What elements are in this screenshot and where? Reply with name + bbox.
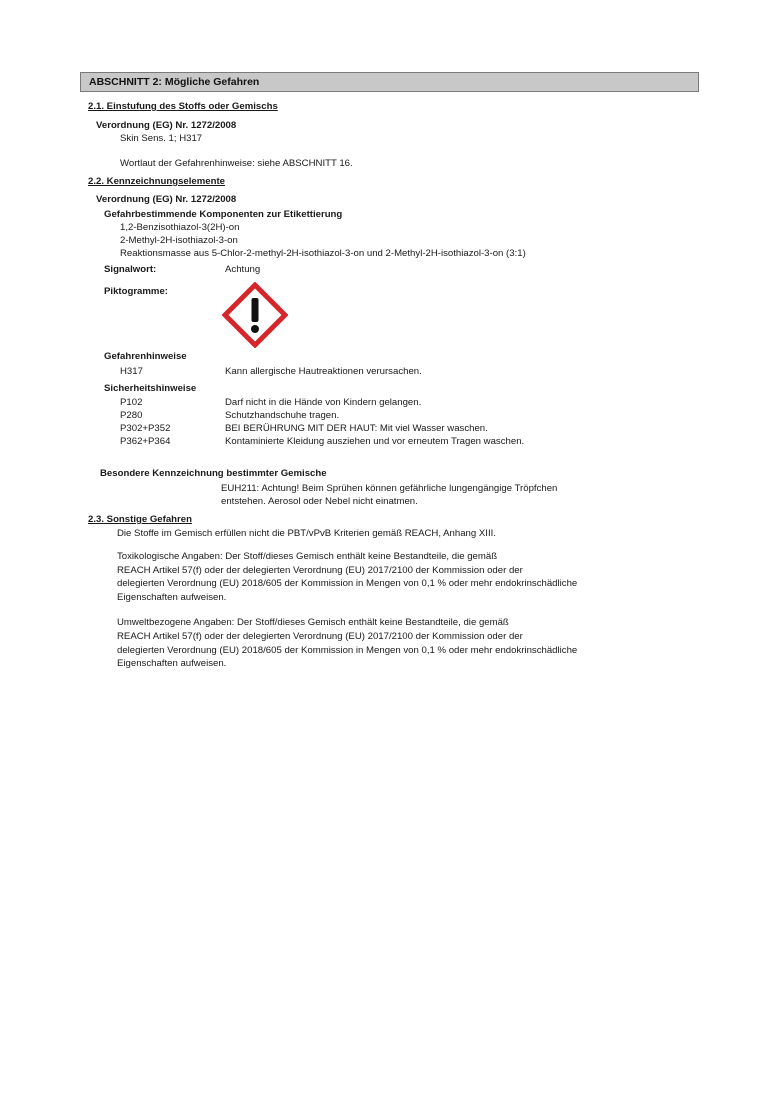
precaution-code: P102: [120, 397, 143, 408]
tox-info-line: delegierten Verordnung (EU) 2018/605 der Kommission in Mengen von 0,1 % oder mehr endokrinschädliche: [117, 578, 578, 589]
wording-note: Wortlaut der Gefahrenhinweise: siehe ABSCHNITT 16.: [120, 158, 353, 169]
special-labelling-line: EUH211: Achtung! Beim Sprühen können gefährliche lungengängige Tröpfchen: [221, 483, 558, 494]
env-info-line: Eigenschaften aufweisen.: [117, 658, 227, 669]
classification: Skin Sens. 1; H317: [120, 133, 203, 144]
heading-2-1: 2.1. Einstufung des Stoffs oder Gemischs: [88, 101, 278, 112]
special-labelling-label: Besondere Kennzeichnung bestimmter Gemische: [100, 468, 327, 479]
signal-word-value: Achtung: [225, 264, 261, 275]
env-info-line: REACH Artikel 57(f) oder der delegierten Verordnung (EU) 2017/2100 der Kommission oder der: [117, 631, 523, 642]
section-header: [80, 72, 699, 92]
precaution-code: P362+P364: [120, 436, 171, 447]
component-item: 2-Methyl-2H-isothiazol-3-on: [120, 235, 238, 246]
component-item: Reaktionsmasse aus 5-Chlor-2-methyl-2H-isothiazol-3-on und 2-Methyl-2H-isothiazol-3-on (3:1): [120, 248, 526, 259]
component-item: 1,2-Benzisothiazol-3(2H)-on: [120, 222, 240, 233]
hazard-text: Kann allergische Hautreaktionen verursachen.: [225, 366, 422, 377]
env-info-line: delegierten Verordnung (EU) 2018/605 der Kommission in Mengen von 0,1 % oder mehr endokrinschädliche: [117, 645, 578, 656]
precaution-text: Darf nicht in die Hände von Kindern gelangen.: [225, 397, 422, 408]
precaution-code: P280: [120, 410, 143, 421]
special-labelling-line: entstehen. Aerosol oder Nebel nicht einatmen.: [221, 496, 418, 507]
components-label: Gefahrbestimmende Komponenten zur Etikettierung: [104, 209, 343, 220]
hazard-statements-label: Gefahrenhinweise: [104, 351, 187, 362]
heading-2-3: 2.3. Sonstige Gefahren: [88, 514, 192, 525]
precaution-text: BEI BERÜHRUNG MIT DER HAUT: Mit viel Wasser waschen.: [225, 423, 488, 434]
tox-info-line: Eigenschaften aufweisen.: [117, 592, 227, 603]
hazard-code: H317: [120, 366, 143, 377]
precaution-text: Schutzhandschuhe tragen.: [225, 410, 340, 421]
signal-word-label: Signalwort:: [104, 264, 157, 275]
pictogram-label: Piktogramme:: [104, 286, 168, 297]
heading-2-2: 2.2. Kennzeichnungselemente: [88, 176, 226, 187]
exclamation-mark-ghs07-icon: [222, 282, 288, 348]
env-info-line: Umweltbezogene Angaben: Der Stoff/dieses Gemisch enthält keine Bestandteile, die gemäß: [117, 617, 509, 628]
regulation-2-1: Verordnung (EG) Nr. 1272/2008: [96, 120, 237, 131]
precaution-text: Kontaminierte Kleidung ausziehen und vor erneutem Tragen waschen.: [225, 436, 525, 447]
tox-info-line: REACH Artikel 57(f) oder der delegierten Verordnung (EU) 2017/2100 der Kommission oder der: [117, 565, 523, 576]
tox-info-line: Toxikologische Angaben: Der Stoff/dieses Gemisch enthält keine Bestandteile, die gemäß: [117, 551, 498, 562]
regulation-2-2: Verordnung (EG) Nr. 1272/2008: [96, 194, 237, 205]
section-title: ABSCHNITT 2: Mögliche Gefahren: [89, 76, 260, 88]
precaution-code: P302+P352: [120, 423, 171, 434]
precautionary-statements-label: Sicherheitshinweise: [104, 383, 197, 394]
pbt-statement: Die Stoffe im Gemisch erfüllen nicht die PBT/vPvB Kriterien gemäß REACH, Anhang XIII.: [117, 528, 496, 539]
